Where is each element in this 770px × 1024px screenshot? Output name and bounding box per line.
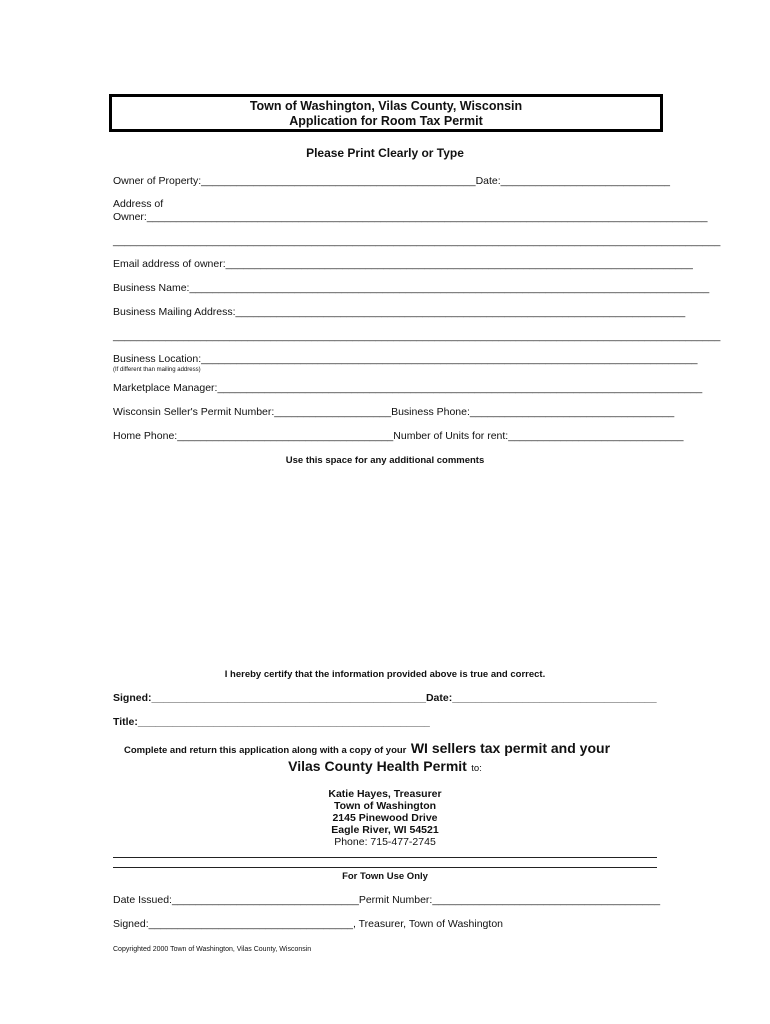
owner-date-field[interactable]: Owner of Property:_______________________________________________Date:_____________________________: [113, 175, 671, 187]
marketplace-manager-field[interactable]: Marketplace Manager:___________________________________________________________________________________: [113, 382, 703, 394]
mail-city: Eagle River, WI 54521: [331, 824, 439, 836]
title-box: [109, 94, 663, 132]
form-title-line1: Town of Washington, Vilas County, Wisconsin: [249, 99, 523, 113]
mail-street: 2145 Pinewood Drive: [332, 812, 438, 824]
home-phone-units-field[interactable]: Home Phone:_____________________________________Number of Units for rent:______________________________: [113, 430, 684, 442]
return-notice-part1: Complete and return this application along with a copy of your: [124, 745, 407, 756]
comments-area[interactable]: [113, 472, 657, 662]
owner-address-field[interactable]: Owner:________________________________________________________________________________________________: [113, 211, 708, 223]
email-field[interactable]: Email address of owner:________________________________________________________________________________: [113, 258, 693, 270]
mail-phone: Phone: 715-477-2745: [334, 836, 436, 848]
instructions: Please Print Clearly or Type: [306, 146, 464, 160]
seller-permit-phone-field[interactable]: Wisconsin Seller's Permit Number:____________________Business Phone:___________________________________: [113, 406, 675, 418]
return-notice-line2: [0, 758, 770, 776]
office-use-heading: For Town Use Only: [342, 871, 428, 882]
title-field[interactable]: Title:__________________________________________________: [113, 716, 430, 728]
location-note: (If different than mailing address): [113, 367, 201, 373]
return-notice-line1: [124, 740, 610, 758]
mailing-address-line2[interactable]: ________________________________________________________________________________________________________: [113, 330, 721, 342]
certify-statement: I hereby certify that the information provided above is true and correct.: [224, 669, 546, 680]
divider-rule-1: [113, 857, 657, 858]
divider-rule-2: [113, 867, 657, 868]
comments-label: Use this space for any additional comments: [285, 455, 485, 466]
copyright: Copyrighted 2000 Town of Washington, Vilas County, Wisconsin: [113, 946, 312, 953]
mail-name: Katie Hayes, Treasurer: [328, 788, 442, 800]
address-label: Address of: [113, 198, 164, 210]
return-notice-part3: Vilas County Health Permit: [288, 758, 467, 774]
signed-date-field[interactable]: Signed:_______________________________________________Date:___________________________________: [113, 692, 657, 704]
form-title-line2: Application for Room Tax Permit: [289, 114, 483, 128]
return-notice-part2: WI sellers tax permit and your: [410, 740, 611, 756]
business-name-field[interactable]: Business Name:_________________________________________________________________________________________: [113, 282, 710, 294]
return-notice-part4: to:: [471, 763, 482, 774]
mailing-address-field[interactable]: Business Mailing Address:_____________________________________________________________________________: [113, 306, 686, 318]
business-location-field[interactable]: Business Location:_____________________________________________________________________________________: [113, 353, 698, 365]
owner-address-line2[interactable]: ________________________________________________________________________________________________________: [113, 235, 721, 247]
treasurer-signed-field[interactable]: Signed:___________________________________, Treasurer, Town of Washington: [113, 918, 503, 930]
mail-org: Town of Washington: [333, 800, 437, 812]
date-issued-permit-field[interactable]: Date Issued:________________________________Permit Number:_______________________________________: [113, 894, 661, 906]
